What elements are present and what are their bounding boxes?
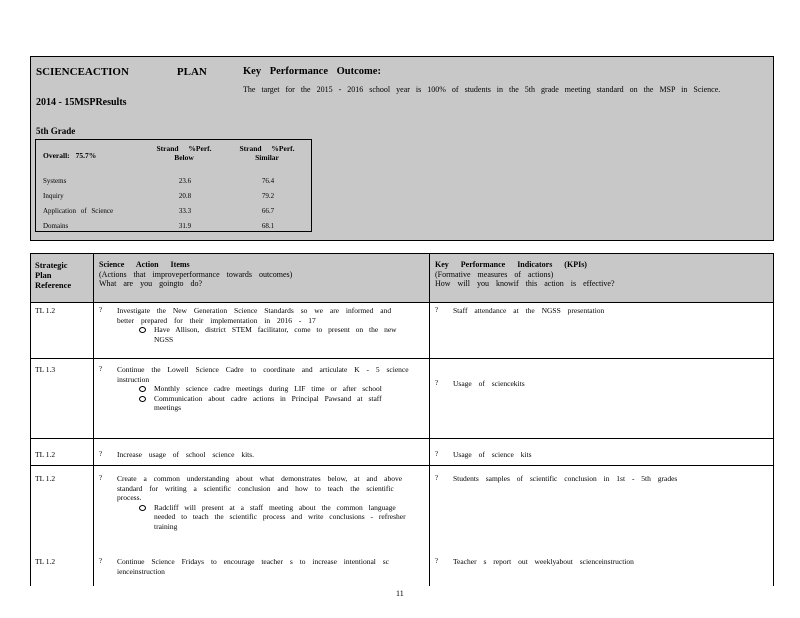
header-strategic-l2: Plan [35, 270, 52, 280]
strand-name: Application of Science [43, 207, 114, 215]
overall-score [43, 151, 96, 160]
strand-below: 20.8 [178, 192, 192, 200]
col-below-header-l1: Strand %Perf. [156, 144, 212, 153]
circle-bullet-icon [139, 386, 146, 392]
circle-bullet-icon [139, 505, 146, 511]
strategic-ref: TL 1.2 [35, 474, 56, 483]
col-similar-header-l1: Strand %Perf. [239, 144, 295, 153]
row-divider [31, 358, 773, 359]
strategic-ref: TL 1.3 [35, 365, 56, 374]
header-action-sub1: (Actions that improveperformance towards outcomes) [99, 269, 293, 279]
col-below-header-l2: Below [174, 153, 194, 162]
kpo-text: The target for the 2015 - 2016 school year is 100% of students in the 5th grade meeting standard on the MSP in Science. [243, 85, 721, 94]
header-kpis [435, 260, 765, 289]
action-cell [99, 306, 411, 344]
column-divider [429, 254, 430, 586]
row-divider [31, 465, 773, 466]
header-strategic-l3: Reference [35, 280, 72, 290]
page-number: 11 [396, 589, 404, 598]
header-kpi-sub1: (Formative measures of actions) [435, 269, 554, 279]
sub-action-text: Monthly science cadre meetings during LIF time or after school [154, 384, 382, 393]
plan-title-plan: PLAN [176, 66, 207, 78]
plan-title-main: SCIENCEACTION [36, 66, 129, 78]
strand-similar: 79.2 [261, 192, 275, 200]
action-text: Continue the Lowell Science Cadre to coordinate and articulate K - 5 science instruction [117, 365, 409, 384]
header-action-title: Science Action Items [99, 260, 190, 269]
header-action-items [99, 260, 429, 289]
bullet-marker: ? [99, 557, 103, 565]
sub-action [139, 394, 411, 413]
col-similar-header [232, 144, 302, 162]
action-text: Create a common understanding about what demonstrates below, at and above standard for writing a scientific conclusion and how to teach the scientific process. [117, 474, 403, 502]
kpi-cell [435, 306, 765, 316]
bullet-marker: ? [435, 450, 439, 458]
strand-name: Inquiry [43, 192, 64, 200]
bullet-marker: ? [435, 379, 439, 387]
strand-similar: 66.7 [261, 207, 275, 215]
kpi-cell [435, 474, 765, 484]
strategic-ref: TL 1.2 [35, 450, 56, 459]
strand-similar: 76.4 [261, 177, 275, 185]
overall-value: 75.7% [75, 151, 97, 160]
action-cell [99, 557, 411, 576]
bullet-marker: ? [99, 474, 103, 482]
sub-action-text: Communication about cadre actions in Principal Pawsand at staff meetings [154, 393, 382, 412]
action-plan-header [30, 56, 774, 241]
strand-row [43, 177, 305, 187]
kpi-text: Students samples of scientific conclusion in 1st - 5th grades [453, 474, 678, 483]
strand-below: 31.9 [178, 222, 192, 230]
strategic-ref: TL 1.2 [35, 557, 56, 566]
bullet-marker: ? [435, 557, 439, 565]
column-divider [93, 254, 94, 586]
action-items-table [30, 253, 774, 586]
col-below-header [152, 144, 216, 162]
kpi-text: Usage of sciencekits [453, 379, 525, 388]
strand-row [43, 192, 305, 202]
sub-action [139, 325, 411, 344]
bullet-marker: ? [435, 474, 439, 482]
bullet-marker: ? [99, 365, 103, 373]
overall-label: Overall: [43, 151, 70, 160]
sub-action-text: Have Allison, district STEM facilitator, come to present on the new NGSS [154, 325, 397, 344]
results-year: 2014 - 15MSPResults [36, 97, 127, 108]
action-text: Continue Science Fridays to encourage teacher s to increase intentional sc ienceinstruction [117, 557, 390, 576]
action-cell [99, 474, 411, 531]
circle-bullet-icon [139, 327, 146, 333]
action-text: Increase usage of school science kits. [117, 450, 255, 459]
strand-results-table [35, 139, 312, 232]
strand-name: Systems [43, 177, 67, 185]
header-strategic-plan [35, 260, 91, 290]
bullet-marker: ? [435, 306, 439, 314]
action-text: Investigate the New Generation Science Standards so we are informed and better prepared for their implementation in 2016 - 17 [117, 306, 392, 325]
kpi-cell [435, 557, 765, 567]
kpi-text: Usage of science kits [453, 450, 532, 459]
strand-row [43, 222, 305, 232]
kpo-label: Key Performance Outcome: [243, 66, 381, 77]
kpi-cell [435, 450, 765, 460]
header-kpi-title: Key Performance Indicators (KPIs) [435, 260, 587, 269]
strategic-ref: TL 1.2 [35, 306, 56, 315]
circle-bullet-icon [139, 396, 146, 402]
col-similar-header-l2: Similar [255, 153, 279, 162]
action-cell [99, 365, 411, 413]
kpi-cell [435, 379, 765, 389]
header-kpi-sub2: How will you knowif this action is effective? [435, 279, 615, 288]
strand-name: Domains [43, 222, 69, 230]
strand-row [43, 207, 305, 217]
kpi-text: Teacher s report out weeklyabout scienceinstruction [453, 557, 634, 566]
sub-action [139, 384, 411, 394]
grade-label: 5th Grade [36, 126, 76, 136]
row-divider [31, 438, 773, 439]
header-strategic-l1: Strategic [35, 260, 68, 270]
header-action-sub2: What are you goingto do? [99, 279, 203, 288]
action-cell [99, 450, 411, 460]
bullet-marker: ? [99, 450, 103, 458]
bullet-marker: ? [99, 306, 103, 314]
sub-action-text: Radcliff will present at a staff meeting about the common language needed to teach the scientific process and write conclusions - refresher training [154, 502, 406, 531]
kpi-text: Staff attendance at the NGSS presentation [453, 306, 605, 315]
strand-similar: 68.1 [261, 222, 275, 230]
strand-below: 23.6 [178, 177, 192, 185]
strand-below: 33.3 [178, 207, 192, 215]
plan-title [36, 66, 207, 78]
sub-action [139, 503, 411, 532]
